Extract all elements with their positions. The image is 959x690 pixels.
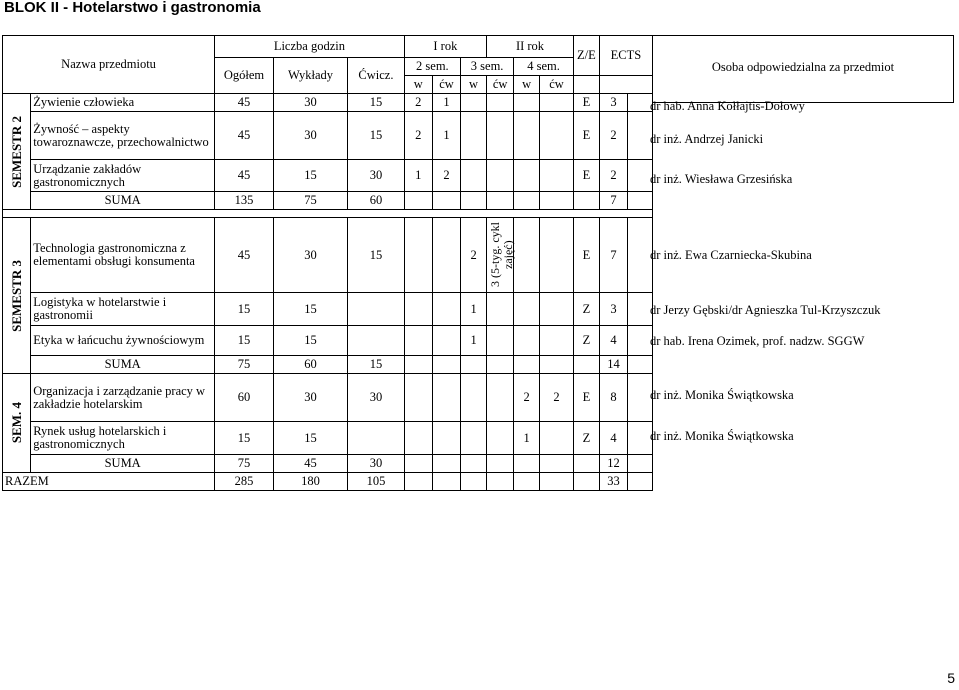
sem2-cw: 1 bbox=[432, 112, 460, 160]
subject-name: Logistyka w hotelarstwie i gastronomii bbox=[31, 293, 215, 326]
sum-exercises: 15 bbox=[348, 356, 404, 374]
subject-name: Urządzanie zakładów gastronomicznych bbox=[31, 160, 215, 192]
sem3-cw: 3 (5-tyg. cykl zajęć) bbox=[487, 218, 514, 293]
sum-ects: 7 bbox=[599, 192, 627, 210]
razem-total: 285 bbox=[215, 473, 274, 491]
total-hours: 45 bbox=[215, 94, 274, 112]
sum-lectures: 45 bbox=[273, 455, 347, 473]
sem4-w: 2 bbox=[514, 374, 540, 422]
person-name: dr hab. Irena Ozimek, prof. nadzw. SGGW bbox=[650, 334, 865, 348]
sem2-w: 2 bbox=[404, 112, 432, 160]
subject-name: Żywienie człowieka bbox=[31, 94, 215, 112]
total-hours: 15 bbox=[215, 293, 274, 326]
sum-exercises: 30 bbox=[348, 455, 404, 473]
exercise-hours: 30 bbox=[348, 160, 404, 192]
ze-value: Z bbox=[573, 326, 599, 356]
total-header: Ogółem bbox=[215, 58, 274, 94]
semester-2-label: SEMESTR 2 bbox=[3, 94, 31, 210]
w-label: w bbox=[514, 76, 540, 94]
sem4-header: 4 sem. bbox=[514, 58, 574, 76]
person-header-cell bbox=[653, 35, 954, 103]
year1-header: I rok bbox=[404, 36, 486, 58]
cw-label: ćw bbox=[432, 76, 460, 94]
subject-header: Nazwa przedmiotu bbox=[3, 36, 215, 94]
ze-value: E bbox=[573, 218, 599, 293]
ze-header: Z/E bbox=[573, 36, 599, 76]
sum-exercises: 60 bbox=[348, 192, 404, 210]
page-number: 5 bbox=[947, 670, 955, 686]
sem4-w: 1 bbox=[514, 422, 540, 455]
lecture-hours: 15 bbox=[273, 160, 347, 192]
person-name: dr inż. Monika Świątkowska bbox=[650, 429, 794, 443]
semester-3-label: SEMESTR 3 bbox=[3, 218, 31, 374]
sum-total: 75 bbox=[215, 356, 274, 374]
person-name: dr Jerzy Gębski/dr Agnieszka Tul-Krzyszczuk bbox=[650, 303, 881, 317]
ze-value: Z bbox=[573, 293, 599, 326]
razem-label: RAZEM bbox=[3, 473, 215, 491]
exercise-hours: 15 bbox=[348, 94, 404, 112]
lecture-hours: 30 bbox=[273, 94, 347, 112]
razem-lectures: 180 bbox=[273, 473, 347, 491]
cw-label: ćw bbox=[487, 76, 514, 94]
subject-name: Żywność – aspekty towaroznawcze, przechowalnictwo bbox=[31, 112, 215, 160]
sem3-w: 2 bbox=[461, 218, 487, 293]
subject-name: Organizacja i zarządzanie pracy w zakładzie hotelarskim bbox=[31, 374, 215, 422]
lectures-header: Wykłady bbox=[273, 58, 347, 94]
subject-name: Technologia gastronomiczna z elementami obsługi konsumenta bbox=[31, 218, 215, 293]
page-title: BLOK II - Hotelarstwo i gastronomia bbox=[4, 0, 261, 16]
lecture-hours: 15 bbox=[273, 326, 347, 356]
ze-value: E bbox=[573, 160, 599, 192]
total-hours: 45 bbox=[215, 160, 274, 192]
sem2-cw: 1 bbox=[432, 94, 460, 112]
razem-ects: 33 bbox=[599, 473, 627, 491]
sem4-cw: 2 bbox=[540, 374, 574, 422]
sum-lectures: 60 bbox=[273, 356, 347, 374]
ze-value: E bbox=[573, 94, 599, 112]
person-header: Osoba odpowiedzialna za przedmiot bbox=[711, 60, 895, 74]
subject-name: Rynek usług hotelarskich i gastronomicznych bbox=[31, 422, 215, 455]
cw-label: ćw bbox=[540, 76, 574, 94]
person-name: dr inż. Andrzej Janicki bbox=[650, 132, 764, 146]
year2-header: II rok bbox=[487, 36, 574, 58]
ects-value: 4 bbox=[599, 422, 627, 455]
total-hours: 15 bbox=[215, 326, 274, 356]
ects-value: 2 bbox=[599, 160, 627, 192]
sem2-w: 1 bbox=[404, 160, 432, 192]
razem-exercises: 105 bbox=[348, 473, 404, 491]
exercise-hours: 30 bbox=[348, 374, 404, 422]
semester-4-label: SEM. 4 bbox=[3, 374, 31, 473]
ects-value: 8 bbox=[599, 374, 627, 422]
subject-name: Etyka w łańcuchu żywnościowym bbox=[31, 326, 215, 356]
person-name: dr inż. Ewa Czarniecka-Skubina bbox=[650, 248, 812, 262]
w-label: w bbox=[404, 76, 432, 94]
hours-header: Liczba godzin bbox=[215, 36, 405, 58]
sum-ects: 12 bbox=[599, 455, 627, 473]
lecture-hours: 30 bbox=[273, 374, 347, 422]
w-label: w bbox=[461, 76, 487, 94]
lecture-hours: 30 bbox=[273, 112, 347, 160]
exercises-header: Ćwicz. bbox=[348, 58, 404, 94]
sum-total: 135 bbox=[215, 192, 274, 210]
exercise-hours: 15 bbox=[348, 112, 404, 160]
ze-value: E bbox=[573, 112, 599, 160]
sem2-header: 2 sem. bbox=[404, 58, 460, 76]
ects-value: 2 bbox=[599, 112, 627, 160]
sem2-w: 2 bbox=[404, 94, 432, 112]
ects-value: 3 bbox=[599, 293, 627, 326]
sum-label: SUMA bbox=[31, 455, 215, 473]
ze-value: Z bbox=[573, 422, 599, 455]
sem3-w: 1 bbox=[461, 326, 487, 356]
sum-lectures: 75 bbox=[273, 192, 347, 210]
curriculum-table bbox=[2, 35, 653, 491]
person-name: dr inż. Wiesława Grzesińska bbox=[650, 172, 793, 186]
sum-label: SUMA bbox=[31, 356, 215, 374]
ects-header: ECTS bbox=[599, 36, 652, 76]
sum-label: SUMA bbox=[31, 192, 215, 210]
person-name: dr hab. Anna Kołłajtis-Dołowy bbox=[650, 99, 805, 113]
sem3-header: 3 sem. bbox=[461, 58, 514, 76]
lecture-hours: 30 bbox=[273, 218, 347, 293]
ze-value: E bbox=[573, 374, 599, 422]
sum-ects: 14 bbox=[599, 356, 627, 374]
total-hours: 60 bbox=[215, 374, 274, 422]
ects-value: 7 bbox=[599, 218, 627, 293]
ects-value: 3 bbox=[599, 94, 627, 112]
total-hours: 15 bbox=[215, 422, 274, 455]
exercise-hours: 15 bbox=[348, 218, 404, 293]
sem3-w: 1 bbox=[461, 293, 487, 326]
total-hours: 45 bbox=[215, 112, 274, 160]
lecture-hours: 15 bbox=[273, 422, 347, 455]
sum-total: 75 bbox=[215, 455, 274, 473]
lecture-hours: 15 bbox=[273, 293, 347, 326]
person-name: dr inż. Monika Świątkowska bbox=[650, 388, 794, 402]
total-hours: 45 bbox=[215, 218, 274, 293]
ects-value: 4 bbox=[599, 326, 627, 356]
sem2-cw: 2 bbox=[432, 160, 460, 192]
